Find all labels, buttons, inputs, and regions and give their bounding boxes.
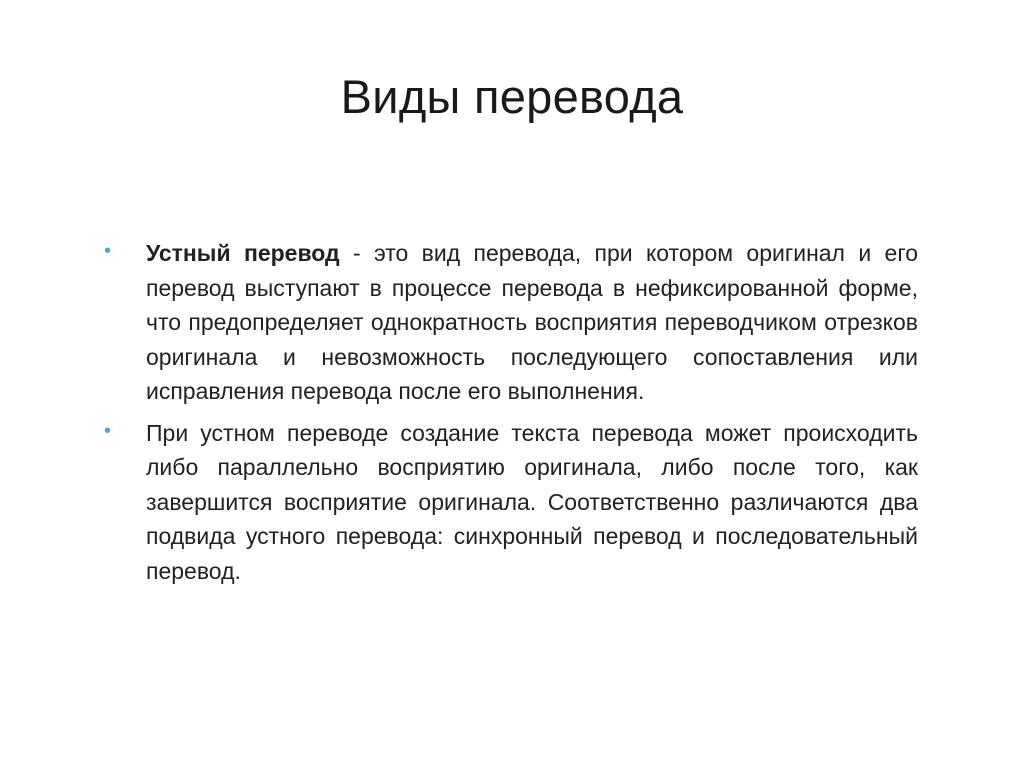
bullet-icon: • <box>104 240 112 262</box>
slide-title: Виды перевода <box>340 70 684 123</box>
bullet-term: Устный перевод <box>146 240 340 266</box>
bullet-text: - это вид перевода, при котором оригинал и его перевод выступают в процессе перевода в нефиксированной форме, что предопределяет однократность восприятия переводчиком отрезков оригинала и невозможность последующего сопоставления или исправления перевода после его выполнения. <box>146 240 918 404</box>
bullet-icon: • <box>104 419 112 442</box>
bullet-item-oral-translation-subtypes <box>104 416 918 589</box>
bullet-list <box>104 236 918 595</box>
bullet-item-oral-translation-definition <box>104 236 918 409</box>
bullet-text: При устном переводе создание текста перевода может происходить либо параллельно восприятию оригинала, либо после того, как завершится восприятие оригинала. Соответственно различаются два подвида устного перевода: синхронный перевод и последовательный перевод. <box>146 419 918 584</box>
